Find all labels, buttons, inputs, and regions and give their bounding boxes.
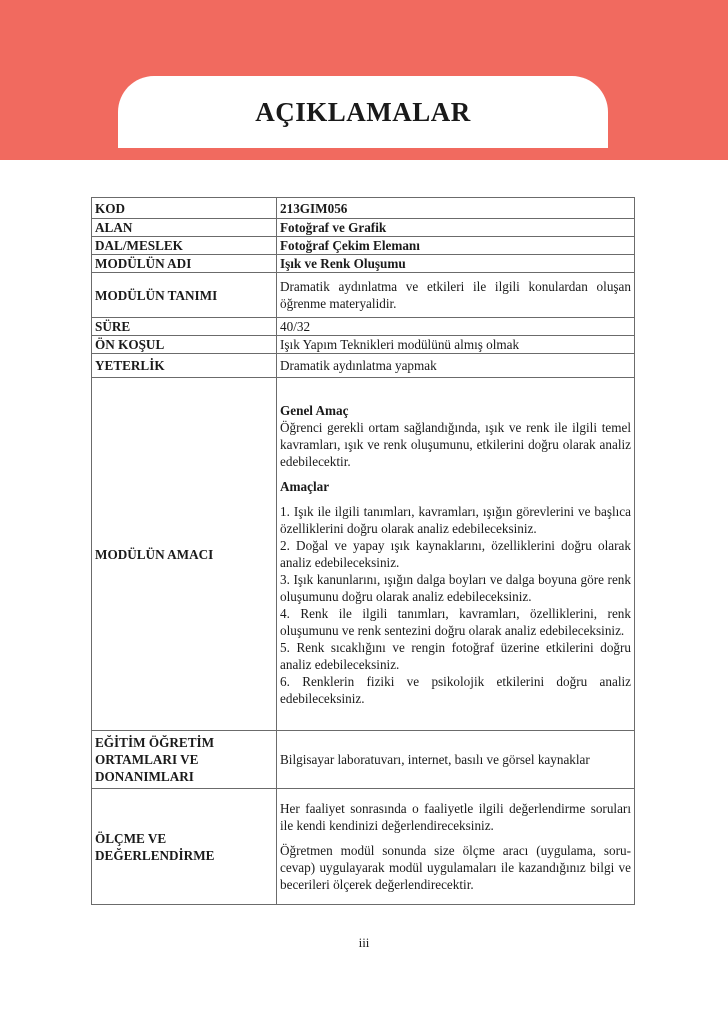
amac-item-4: 4. Renk ile ilgili tanımları, kavramları, özelliklerini, renk oluşumunu ve renk sentezini doğru olarak analiz edebileceksiniz.	[280, 605, 631, 638]
row-label-yeterlik: YETERLİK	[92, 354, 277, 378]
row-value-sure: 40/32	[277, 318, 635, 336]
amaclar-heading: Amaçlar	[280, 478, 330, 494]
table-row	[92, 336, 635, 354]
row-value-kod: 213GIM056	[277, 198, 635, 219]
row-label-modul-tanimi: MODÜLÜN TANIMI	[92, 273, 277, 318]
row-label-kod: KOD	[92, 198, 277, 219]
table-row	[92, 378, 635, 731]
module-info-table	[91, 197, 635, 905]
row-value-modul-tanimi: Dramatik aydınlatma ve etkileri ile ilgili konulardan oluşan öğrenme materyalidir.	[277, 273, 635, 318]
amac-item-3: 3. Işık kanunlarını, ışığın dalga boyları ve dalga boyuna göre renk oluşumunu doğru olarak analiz edebileceksiniz.	[280, 571, 631, 604]
ortam-label-line2: ORTAMLARI VE	[95, 752, 199, 767]
table-row	[92, 198, 635, 219]
ortam-label-line1: EĞİTİM ÖĞRETİM	[95, 735, 215, 750]
row-value-alan: Fotoğraf ve Grafik	[277, 219, 635, 237]
row-label-dal: DAL/MESLEK	[92, 237, 277, 255]
olcme-text-1: Her faaliyet sonrasında o faaliyetle ilgili değerlendirme soruları ile kendi kendinizi değerlendireceksiniz.	[280, 801, 631, 833]
row-label-sure: SÜRE	[92, 318, 277, 336]
page-title: AÇIKLAMALAR	[255, 96, 471, 127]
row-value-ortam: Bilgisayar laboratuvarı, internet, basılı ve görsel kaynaklar	[277, 731, 635, 789]
row-label-ortam	[92, 731, 277, 789]
title-box	[118, 76, 608, 148]
amac-item-2: 2. Doğal ve yapay ışık kaynaklarını, özelliklerini doğru olarak analiz edebileceksiniz.	[280, 537, 631, 570]
row-value-modul-amaci	[277, 378, 635, 731]
olcme-label-line2: DEĞERLENDİRME	[95, 847, 215, 863]
row-value-yeterlik: Dramatik aydınlatma yapmak	[277, 354, 635, 378]
table-row	[92, 237, 635, 255]
amac-item-5: 5. Renk sıcaklığını ve rengin fotoğraf üzerine etkilerini doğru analiz edebileceksiniz.	[280, 639, 631, 672]
table-row	[92, 789, 635, 905]
row-value-dal: Fotoğraf Çekim Elemanı	[277, 237, 635, 255]
amac-item-6: 6. Renklerin fiziki ve psikolojik etkilerini doğru analiz edebileceksiniz.	[280, 673, 631, 706]
olcme-label-line1: ÖLÇME VE	[95, 830, 167, 846]
row-value-olcme	[277, 789, 635, 905]
row-label-on-kosul: ÖN KOŞUL	[92, 336, 277, 354]
table-row	[92, 219, 635, 237]
table-row	[92, 318, 635, 336]
ortam-label-line3: DONANIMLARI	[95, 769, 194, 784]
table-row	[92, 354, 635, 378]
row-value-on-kosul: Işık Yapım Teknikleri modülünü almış olmak	[277, 336, 635, 354]
row-label-olcme	[92, 789, 277, 905]
row-label-modul-amaci: MODÜLÜN AMACI	[92, 378, 277, 731]
olcme-text-2: Öğretmen modül sonunda size ölçme aracı (uygulama, soru-cevap) uygulayarak modül uygulamaları ile kazandığınız bilgi ve becerileri ölçerek değerlendirecektir.	[280, 843, 631, 892]
table-row	[92, 255, 635, 273]
amac-item-1: 1. Işık ile ilgili tanımları, kavramları, ışığın görevlerini ve başlıca özelliklerini doğru olarak analiz edebileceksiniz.	[280, 503, 631, 536]
table-row	[92, 731, 635, 789]
page-number: iii	[358, 935, 370, 950]
row-label-modul-adi: MODÜLÜN ADI	[92, 255, 277, 273]
genel-amac-heading: Genel Amaç	[280, 402, 349, 418]
table-row	[92, 273, 635, 318]
genel-amac-text: Öğrenci gerekli ortam sağlandığında, ışık ve renk ile ilgili temel kavramları, ışık ve renk oluşumunu, etkilerini doğru olarak analiz edebilecektir.	[280, 419, 631, 469]
row-label-alan: ALAN	[92, 219, 277, 237]
row-value-modul-adi: Işık ve Renk Oluşumu	[277, 255, 635, 273]
